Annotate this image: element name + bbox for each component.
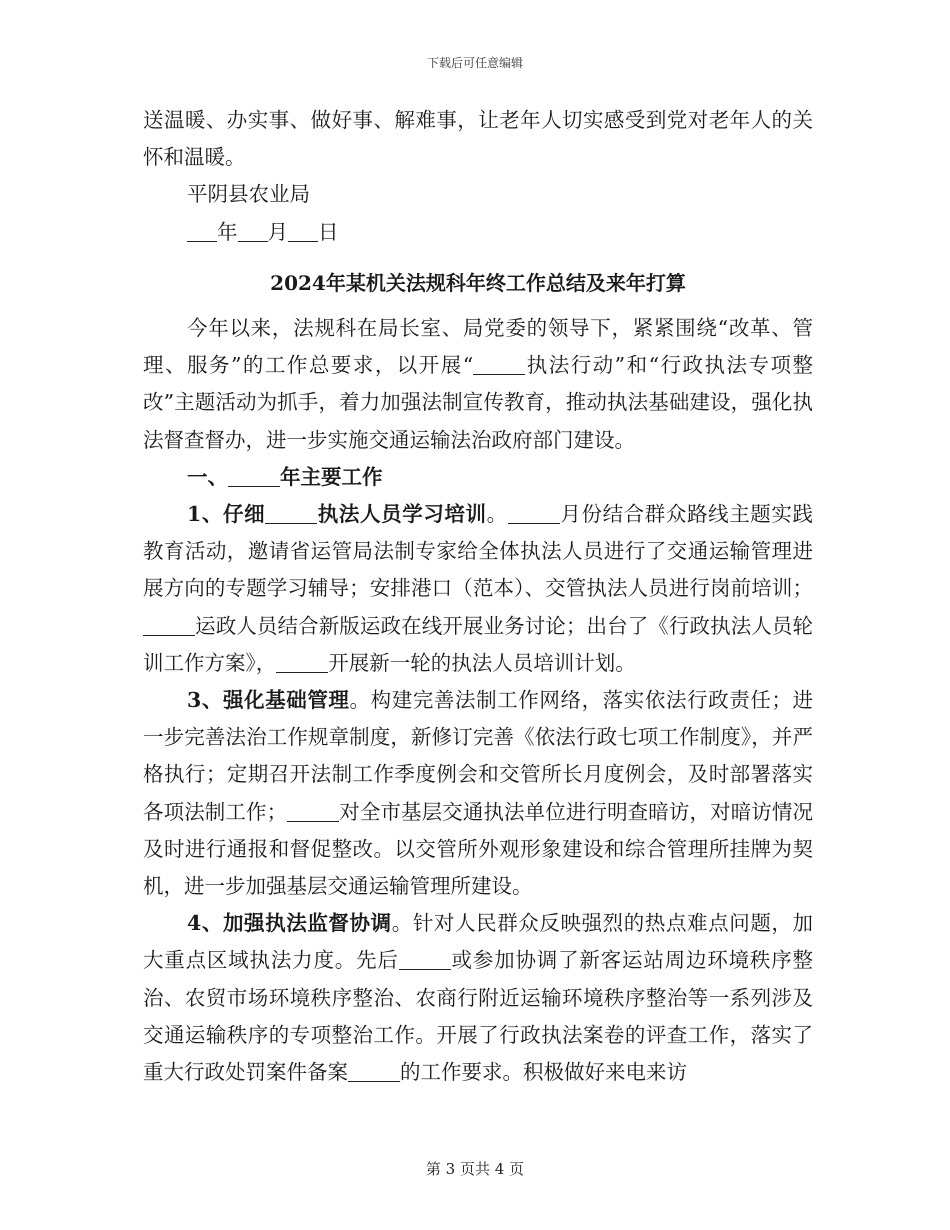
blank-line <box>187 221 217 242</box>
blank-line <box>238 221 268 242</box>
page-footer: 第 3 页共 4 页 <box>425 1160 525 1178</box>
item-3-heading: 3、强化基础管理 <box>187 688 350 713</box>
item-3-paragraph: 3、强化基础管理。构建完善法制工作网络，落实依法行政责任；进一步完善法治工作规章制度，新修订完善《依法行政七项工作制度》，并严格执行；定期召开法制工作季度例会和交管所长月度例会，及时部署落实各项法制工作； 对全市基层交通执法单位进行明查暗访，对暗访情况及时进行通报和督促整改。以交管所外观形象建设和综合管理所挂牌为契机，进一步加强基层交通运输管理所建设。 <box>143 688 814 899</box>
item-1-paragraph: 1、仔细 执法人员学习培训。 月份结合群众路线主题实践教育活动，邀请省运管局法制专家给全体执法人员进行了交通运输管理进展方向的专题学习辅导；安排港口（范本）、交管执法人员进行岗前培训；运政人员结合新版运政在线开展业务讨论；出台了《行政执法人员轮训工作方案》， 开展新一轮的执法人员培训计划。 <box>143 502 814 675</box>
page-header: 下载后可任意编辑 <box>426 56 523 70</box>
continuation-paragraph: 送温暖、办实事、做好事、解难事，让老年人切实感受到党对老年人的关怀和温暖。 <box>143 108 813 170</box>
blank-line <box>143 615 195 636</box>
blank-line <box>228 466 280 487</box>
blank-line <box>265 503 317 524</box>
document-body <box>143 102 813 1091</box>
signature-org: 平阴县农业局 <box>187 182 310 207</box>
blank-line <box>276 652 328 673</box>
signature-date: 年 月 日 <box>143 214 813 251</box>
blank-line <box>287 801 339 822</box>
blank-line <box>508 503 560 524</box>
section-heading: 一、 年主要工作 <box>187 464 383 489</box>
item-4-heading: 4、加强执法监督协调 <box>187 911 392 936</box>
blank-line <box>399 949 451 970</box>
blank-line <box>348 1061 400 1082</box>
blank-line <box>288 221 318 242</box>
item-1-heading: 1、仔细 执法人员学习培训 <box>187 502 487 527</box>
intro-paragraph: 今年以来，法规科在局长室、局党委的领导下，紧紧围绕“改革、管理、服务”的工作总要求，以开展“ 执法行动”和“行政执法专项整改”主题活动为抓手，着力加强法制宣传教育，推动执法基础建设，强化执法督查督办，进一步实施交通运输法治政府部门建设。 <box>143 316 813 452</box>
document-title: 2024年某机关法规科年终工作总结及来年打算 <box>270 270 686 295</box>
item-4-paragraph: 4、加强执法监督协调。针对人民群众反映强烈的热点难点问题，加大重点区域执法力度。先后 或参加协调了新客运站周边环境秩序整治、农贸市场环境秩序整治、农商行附近运输环境秩序整治等一系列涉及交通运输秩序的专项整治工作。开展了行政执法案卷的评查工作，落实了重大行政处罚案件备案 的工作要求。积极做好来电来访 <box>143 911 814 1085</box>
blank-line <box>473 354 525 375</box>
